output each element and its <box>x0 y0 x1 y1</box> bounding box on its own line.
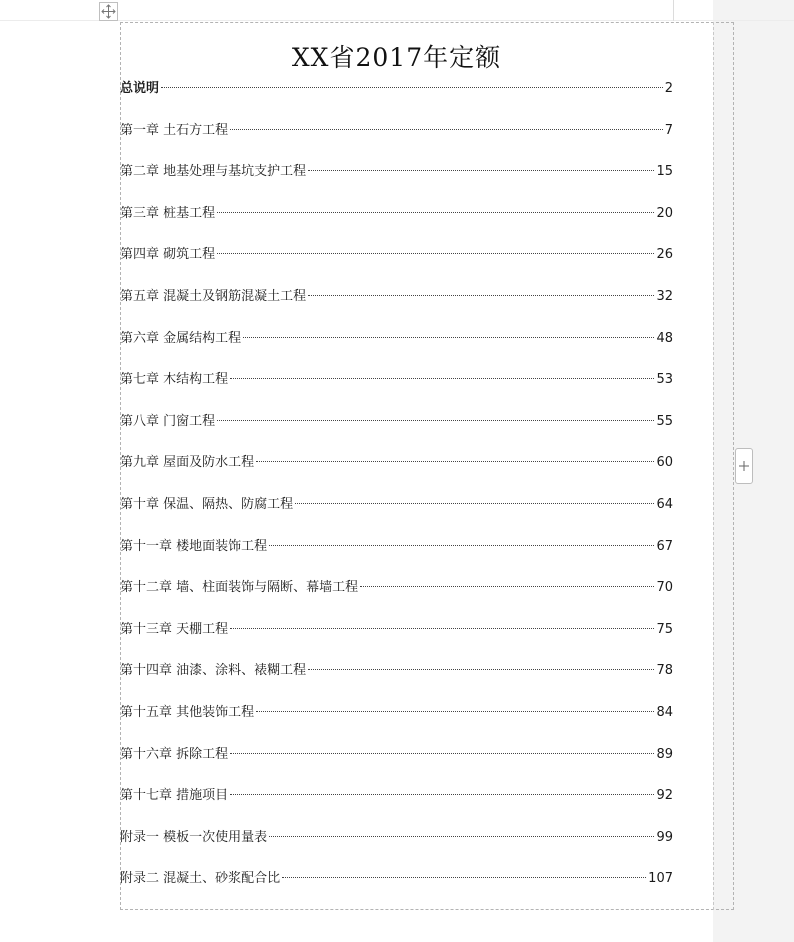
toc-entry-page-number: 26 <box>656 247 673 263</box>
toc-entry-label: 第九章 屋面及防水工程 <box>120 455 255 471</box>
toc-entry[interactable] <box>120 661 673 681</box>
toc-entry[interactable] <box>120 828 673 848</box>
ruler-tab-marker <box>673 0 674 21</box>
toc-entry-label: 第十六章 拆除工程 <box>120 746 229 762</box>
toc-leader-dots <box>308 170 654 171</box>
toc-entry-label: 第十五章 其他装饰工程 <box>120 705 255 720</box>
toc-leader-dots <box>230 129 663 130</box>
toc-entry-page-number: 92 <box>656 788 673 804</box>
toc-leader-dots <box>243 337 654 338</box>
toc-entry-page-number: 107 <box>648 871 673 887</box>
add-column-button[interactable] <box>735 448 753 484</box>
toc-entry-label: 第十章 保温、隔热、防腐工程 <box>120 497 294 512</box>
toc-entry-page-number: 70 <box>656 580 673 596</box>
toc-leader-dots <box>308 295 654 296</box>
toc-entry-page-number: 32 <box>656 289 673 304</box>
toc-entry-page-number: 75 <box>656 621 673 637</box>
toc-leader-dots <box>256 711 654 712</box>
toc-entry-page-number: 89 <box>656 746 673 762</box>
toc-leader-dots <box>230 753 654 754</box>
toc-entry-label: 附录一 模板一次使用量表 <box>120 829 268 845</box>
toc-entry[interactable] <box>120 370 673 390</box>
toc-entry-page-number: 20 <box>656 205 673 221</box>
toc-entry-page-number: 84 <box>656 705 673 720</box>
toc-entry-label: 第十七章 措施项目 <box>120 788 229 804</box>
toc-entry[interactable] <box>120 703 673 723</box>
toc-entry[interactable] <box>120 245 673 265</box>
toc-entry[interactable] <box>120 786 673 806</box>
toc-leader-dots <box>295 503 654 504</box>
toc-leader-dots <box>230 378 654 379</box>
toc-entry-label: 总说明 <box>120 81 160 96</box>
document-title: XX省2017年定额 <box>291 43 502 72</box>
toc-entry-page-number: 67 <box>656 538 673 554</box>
toc-leader-dots <box>269 545 654 546</box>
toc-leader-dots <box>308 669 654 670</box>
toc-entry[interactable] <box>120 869 673 889</box>
toc-entry[interactable] <box>120 79 673 99</box>
table-column-border <box>713 22 714 910</box>
toc-entry-label: 第五章 混凝土及钢筋混凝土工程 <box>120 289 307 304</box>
toc-entry[interactable] <box>120 495 673 515</box>
toc-entry-label: 第三章 桩基工程 <box>120 205 216 221</box>
toc-leader-dots <box>217 212 654 213</box>
toc-leader-dots <box>360 586 654 587</box>
toc-entry[interactable] <box>120 620 673 640</box>
toc-entry-page-number: 55 <box>656 413 673 429</box>
move-arrows-icon <box>101 4 116 19</box>
toc-leader-dots <box>256 461 654 462</box>
toc-entry-page-number: 15 <box>656 164 673 180</box>
table-move-handle[interactable] <box>99 2 118 21</box>
toc-entry-page-number: 48 <box>656 330 673 346</box>
toc-entry-label: 第七章 木结构工程 <box>120 372 229 388</box>
toc-leader-dots <box>282 877 646 878</box>
toc-entry-label: 第二章 地基处理与基坑支护工程 <box>120 164 307 180</box>
toc-entry-page-number: 2 <box>664 81 673 96</box>
toc-entry-label: 附录二 混凝土、砂浆配合比 <box>120 871 281 887</box>
toc-entry-page-number: 53 <box>656 372 673 388</box>
toc-entry-label: 第十三章 天棚工程 <box>120 621 229 637</box>
toc-leader-dots <box>217 253 654 254</box>
toc-entry[interactable] <box>120 745 673 765</box>
toc-entry[interactable] <box>120 578 673 598</box>
toc-entry-page-number: 64 <box>656 497 673 512</box>
toc-entry-label: 第十四章 油漆、涂料、裱糊工程 <box>120 663 307 679</box>
toc-entry-label: 第八章 门窗工程 <box>120 413 216 429</box>
toc-entry-label: 第六章 金属结构工程 <box>120 330 242 346</box>
toc-entry-label: 第一章 土石方工程 <box>120 122 229 138</box>
ruler-divider <box>0 20 794 21</box>
toc-entry-label: 第四章 砌筑工程 <box>120 247 216 263</box>
toc-entry[interactable] <box>120 204 673 224</box>
toc-entry[interactable] <box>120 121 673 141</box>
toc-leader-dots <box>230 628 654 629</box>
toc-entry[interactable] <box>120 537 673 557</box>
toc-entry-page-number: 7 <box>664 122 673 138</box>
toc-entry[interactable] <box>120 453 673 473</box>
toc-entry[interactable] <box>120 287 673 307</box>
toc-entry-page-number: 60 <box>656 455 673 471</box>
toc-entry-label: 第十二章 墙、柱面装饰与隔断、幕墙工程 <box>120 580 359 596</box>
toc-leader-dots <box>217 420 654 421</box>
toc-leader-dots <box>161 87 663 88</box>
toc-entry-page-number: 99 <box>656 829 673 845</box>
toc-leader-dots <box>230 794 654 795</box>
toc-entry-label: 第十一章 楼地面装饰工程 <box>120 538 268 554</box>
toc-entry[interactable] <box>120 412 673 432</box>
toc-entry[interactable] <box>120 329 673 349</box>
plus-icon <box>739 461 749 471</box>
toc-leader-dots <box>269 836 654 837</box>
toc-entry-page-number: 78 <box>656 663 673 679</box>
toc-entry[interactable] <box>120 162 673 182</box>
